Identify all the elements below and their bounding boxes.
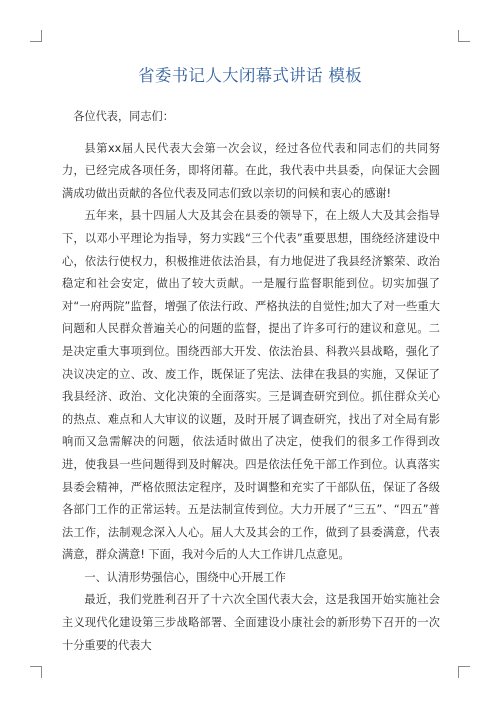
- crop-mark-bottom-left: [30, 666, 42, 678]
- document-title: 省委书记人大闭幕式讲话 模板: [138, 66, 362, 85]
- paragraph-1: 县第xx届人民代表大会第一次会议，经过各位代表和同志们的共同努力，已经完成各项任务，即将闭幕。在此，我代表中共县委，向保证大会圆满成功做出贡献的各位代表及同志们致以亲切的问候和衷心的感谢!: [62, 141, 440, 200]
- crop-mark-top-right: [458, 30, 470, 42]
- paragraph-3: 最近，我们党胜利召开了十六次全国代表大会，这是我国开始实施社会主义现代化建设第三步战略部署、全面建设小康社会的新形势下召开的一次十分重要的代表大: [62, 593, 440, 652]
- crop-mark-top-left: [30, 30, 42, 42]
- salutation: 各位代表，同志们：: [73, 110, 174, 123]
- document-body: [62, 106, 440, 657]
- crop-mark-bottom-right: [458, 666, 470, 678]
- section-heading-1: 一、认清形势强信心，围绕中心开展工作: [84, 570, 286, 584]
- paragraph-2: 五年来，县十四届人大及其会在县委的领导下，在上级人大及其会指导下，以邓小平理论为指导，努力实践“三个代表”重要思想，围绕经济建设中心，依法行使权力，积极推进依法治县，有力地促进了我县经济繁荣、政治稳定和社会安定，做出了较大贡献。一是履行监督职能到位。切实加强了对“一府两院”监督，增强了依法行政、严格执法的自觉性;加大了对一些重大问题和人民群众普遍关心的问题的监督，提出了许多可行的建议和意见。二是决定重大事项到位。围绕西部大开发、依法治县、科教兴县战略，强化了决议决定的立、改、废工作，既保证了宪法、法律在我县的实施，又保证了我县经济、政治、文化决策的全面落实。三是调查研究到位。抓住群众关心的热点、难点和人大审议的议题，及时开展了调查研究，找出了对全局有影响而又急需解决的问题，依法适时做出了决定，使我们的很多工作得到改进，使我县一些问题得到及时解决。四是依法任免干部工作到位。认真落实县委会精神，严格依照法定程序，及时调整和充实了干部队伍，保证了各级各部门工作的正常运转。五是法制宣传到位。大力开展了“三五”、“四五”普法工作，法制观念深入人心。届人大及其会的工作，做到了县委满意，代表满意，群众满意! 下面，我对今后的人大工作讲几点意见。: [62, 209, 440, 562]
